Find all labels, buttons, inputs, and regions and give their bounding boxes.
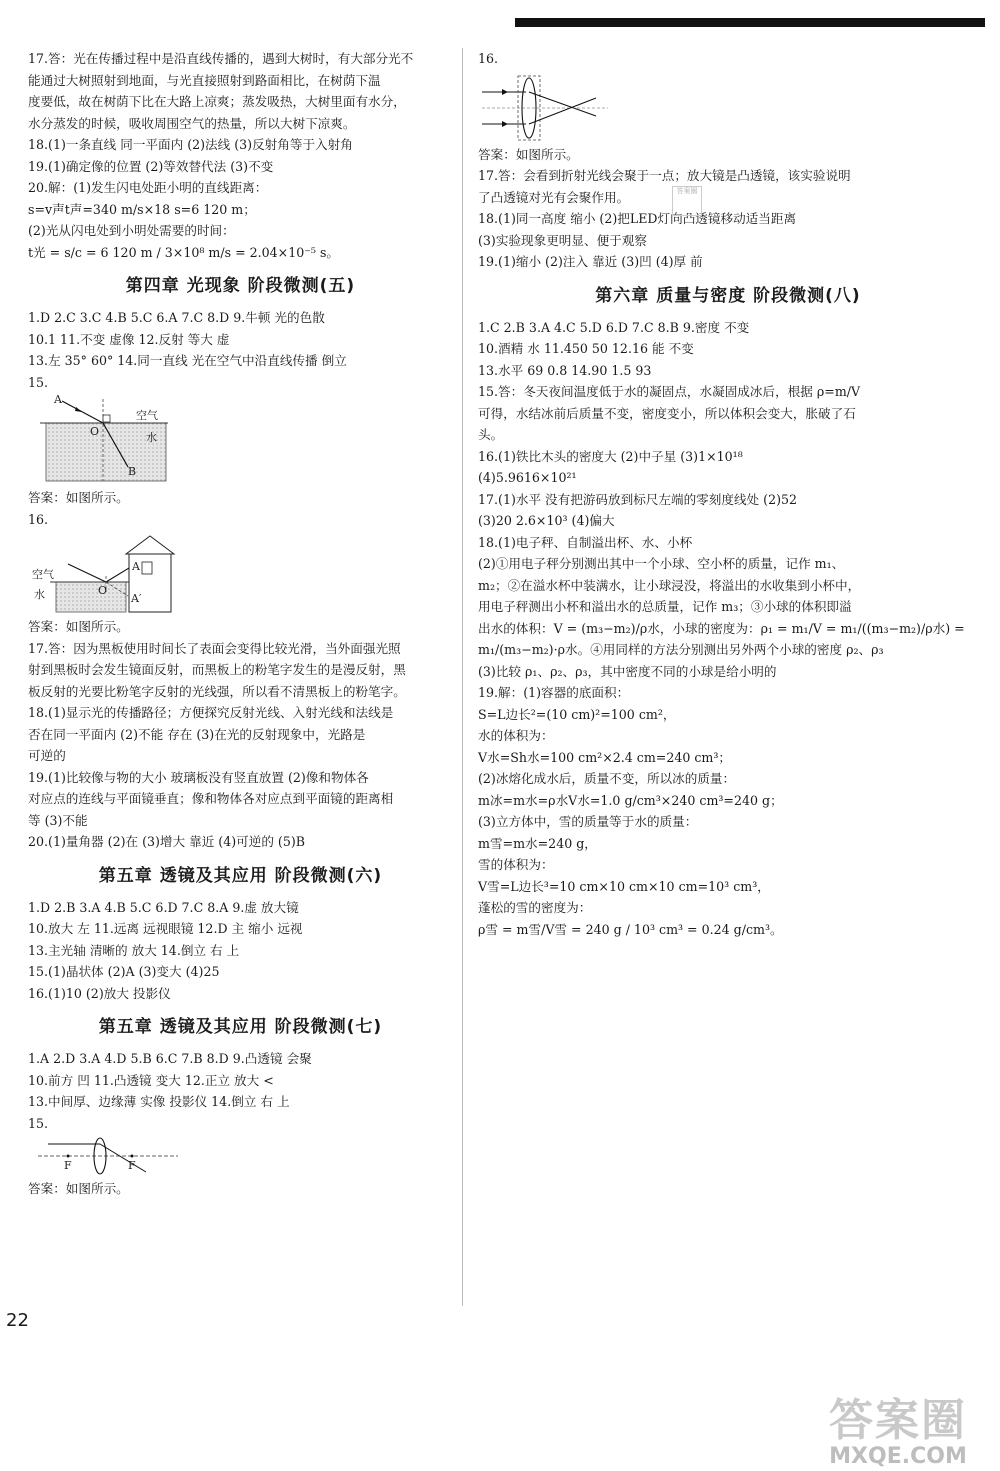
text-line: 20.解：(1)发生闪电处距小明的直线距离： bbox=[28, 180, 268, 195]
text-line: 17.答：因为黑板使用时间长了表面会变得比较光滑，当外面强光照 bbox=[28, 640, 401, 656]
text-line: 答案：如图所示。 bbox=[28, 619, 129, 634]
text-line: 16.(1)铁比木头的密度大 (2)中子星 (3)1×10¹⁸ bbox=[478, 448, 743, 464]
text-line: t光 = s/c = 6 120 m / 3×10⁸ m/s = 2.04×10⁻⁵ s。 bbox=[28, 244, 340, 260]
text-line: 可逆的 bbox=[28, 748, 66, 763]
fig15b-label-f1: F bbox=[64, 1159, 72, 1172]
text-line: 17.答：光在传播过程中是沿直线传播的，遇到大树时，有大部分光不 bbox=[28, 51, 414, 66]
figure-refraction bbox=[28, 395, 178, 485]
fig16-label-o: O bbox=[98, 584, 108, 597]
fig16-label-a: A bbox=[132, 560, 140, 573]
watermark-url: MXQE.COM bbox=[829, 1444, 967, 1469]
watermark bbox=[808, 1396, 988, 1468]
text-line: m₁/(m₃−m₂)·ρ水。④用同样的方法分别测出另外两个小球的密度 ρ₂、ρ₃ bbox=[478, 642, 884, 657]
text-line: 19.解：(1)容器的底面积： bbox=[478, 685, 630, 700]
text-line: 10.前方 凹 11.凸透镜 变大 12.正立 放大 < bbox=[28, 1072, 274, 1088]
text-line: 13.中间厚、边缘薄 实像 投影仪 14.倒立 右 上 bbox=[28, 1094, 290, 1109]
text-line: 10.酒精 水 11.450 50 12.16 能 不变 bbox=[478, 341, 694, 356]
text-line: 雪的体积为： bbox=[478, 857, 554, 872]
text-line: 15.(1)晶状体 (2)A (3)变大 (4)25 bbox=[28, 964, 220, 979]
figure-house-reflection bbox=[28, 532, 208, 614]
text-line: ρ雪 = m雪/V雪 = 240 g / 10³ cm³ = 0.24 g/cm³。 bbox=[478, 921, 783, 937]
text-line: 答案：如图所示。 bbox=[28, 490, 129, 505]
text-line: 13.左 35° 60° 14.同一直线 光在空气中沿直线传播 倒立 bbox=[28, 353, 347, 368]
left-block-b bbox=[28, 307, 453, 393]
fig15b-label-f2: F bbox=[128, 1159, 136, 1172]
chapter6-header: 第六章 质量与密度 阶段微测(八) bbox=[595, 285, 861, 306]
text-line: 用电子秤测出小杯和溢出水的总质量，记作 m₃；③小球的体积即溢 bbox=[478, 599, 852, 614]
text-line: 答案：如图所示。 bbox=[478, 146, 579, 162]
fig15-label-a: A bbox=[54, 395, 62, 406]
text-line: (2)光从闪电处到小明处需要的时间： bbox=[28, 223, 235, 238]
column-divider bbox=[462, 48, 463, 1306]
text-line: V水=Sh水=100 cm²×2.4 cm=240 cm³； bbox=[478, 749, 732, 765]
text-line: 蓬松的雪的密度为： bbox=[478, 900, 592, 915]
text-line: 16. bbox=[478, 51, 499, 66]
text-line: m₂；②在溢水杯中装满水，让小球浸没，将溢出的水收集到小杯中， bbox=[478, 577, 861, 593]
text-line: 射到黑板时会发生镜面反射，而黑板上的粉笔字发生的是漫反射，黑 bbox=[28, 662, 406, 677]
text-line: 15.答：冬天夜间温度低于水的凝固点，水凝固成冰后，根据 ρ=m/V bbox=[478, 384, 861, 399]
text-line: (2)①用电子秤分别测出其中一个小球、空小杯的质量，记作 m₁、 bbox=[478, 556, 845, 571]
left-block-c bbox=[28, 487, 453, 530]
fig15-label-air: 空气 bbox=[136, 409, 158, 422]
text-line: m雪=m水=240 g， bbox=[478, 835, 597, 851]
text-line: s=v声t声=340 m/s×18 s=6 120 m； bbox=[28, 201, 256, 217]
text-line: 18.(1)电子秤、自制溢出杯、水、小杯 bbox=[478, 534, 693, 550]
fig15-label-o: O bbox=[90, 425, 100, 438]
text-line: (3)立方体中，雪的质量等于水的质量： bbox=[478, 814, 698, 829]
text-line: 15. bbox=[28, 1115, 49, 1131]
left-block-e bbox=[28, 897, 453, 1005]
text-line: 10.放大 左 11.远离 远视眼镜 12.D 主 缩小 远视 bbox=[28, 921, 303, 936]
chapter5a-header: 第五章 透镜及其应用 阶段微测(六) bbox=[98, 865, 383, 886]
text-line: 17.答：会看到折射光线会聚于一点；放大镜是凸透镜，该实验说明 bbox=[478, 168, 851, 183]
text-line: 水的体积为： bbox=[478, 728, 554, 743]
text-line: 板反射的光要比粉笔字反射的光线强，所以看不清黑板上的粉笔字。 bbox=[28, 683, 406, 699]
text-line: 18.(1)显示光的传播路径；方便探究反射光线、入射光线和法线是 bbox=[28, 705, 394, 720]
text-line: (4)5.9616×10²¹ bbox=[478, 470, 577, 485]
text-line: 能通过大树照射到地面，与光直接照射到路面相比，在树荫下温 bbox=[28, 72, 381, 88]
text-line: V雪=L边长³=10 cm×10 cm×10 cm=10³ cm³， bbox=[478, 878, 770, 894]
text-line: 13.主光轴 清晰的 放大 14.倒立 右 上 bbox=[28, 942, 240, 958]
watermark-logo: 答案圈 bbox=[829, 1395, 967, 1446]
text-line: 10.1 11.不变 虚像 12.反射 等大 虚 bbox=[28, 331, 230, 347]
right-block-b bbox=[478, 144, 978, 273]
text-line: 16.(1)10 (2)放大 投影仪 bbox=[28, 985, 171, 1001]
text-line: 13.水平 69 0.8 14.90 1.5 93 bbox=[478, 362, 652, 378]
figure-convex-lens bbox=[28, 1136, 188, 1176]
text-line: m冰=m水=ρ水V水=1.0 g/cm³×240 cm³=240 g； bbox=[478, 792, 783, 808]
left-block-f bbox=[28, 1048, 453, 1134]
text-line: 19.(1)缩小 (2)注入 靠近 (3)凹 (4)厚 前 bbox=[478, 254, 703, 269]
fig16-label-a2: A′ bbox=[131, 592, 142, 605]
left-block-g bbox=[28, 1178, 453, 1200]
text-line: 19.(1)比较像与物的大小 玻璃板没有竖直放置 (2)像和物体各 bbox=[28, 769, 369, 785]
left-block-d bbox=[28, 616, 453, 853]
text-line: 1.A 2.D 3.A 4.D 5.B 6.C 7.B 8.D 9.凸透镜 会聚 bbox=[28, 1051, 312, 1066]
text-line: (3)实验现象更明显、便于观察 bbox=[478, 232, 647, 248]
text-line: 18.(1)同一高度 缩小 (2)把LED灯向凸透镜移动适当距离 bbox=[478, 211, 797, 226]
text-line: 18.(1)一条直线 同一平面内 (2)法线 (3)反射角等于入射角 bbox=[28, 137, 353, 152]
text-line: 20.(1)量角器 (2)在 (3)增大 靠近 (4)可逆的 (5)B bbox=[28, 834, 306, 849]
fig15-label-water: 水 bbox=[146, 431, 157, 444]
text-line: 出水的体积：V = (m₃−m₂)/ρ水，小球的密度为：ρ₁ = m₁/V = m₁/((m₃−m₂)/ρ水) = bbox=[478, 620, 965, 636]
text-line: (2)冰熔化成水后，质量不变，所以冰的质量： bbox=[478, 771, 736, 786]
text-line: 1.D 2.C 3.C 4.B 5.C 6.A 7.C 8.D 9.牛顿 光的色散 bbox=[28, 310, 325, 325]
text-line: 1.C 2.B 3.A 4.C 5.D 6.D 7.C 8.B 9.密度 不变 bbox=[478, 319, 750, 335]
fig16-label-water: 水 bbox=[34, 588, 45, 601]
text-line: 16. bbox=[28, 511, 49, 527]
text-line: 答案：如图所示。 bbox=[28, 1181, 129, 1196]
chapter5b-header: 第五章 透镜及其应用 阶段微测(七) bbox=[98, 1017, 383, 1037]
page-number: 22 bbox=[6, 1310, 29, 1331]
text-line: S=L边长²=(10 cm)²=100 cm²， bbox=[478, 706, 676, 722]
text-line: (3)比较 ρ₁、ρ₂、ρ₃，其中密度不同的小球是给小明的 bbox=[478, 663, 777, 679]
header-bar bbox=[515, 18, 985, 27]
chapter4-header: 第四章 光现象 阶段微测(五) bbox=[125, 276, 356, 296]
text-line: 否在同一平面内 (2)不能 存在 (3)在光的反射现象中，光路是 bbox=[28, 726, 366, 742]
text-line: 17.(1)水平 没有把游码放到标尺左端的零刻度线处 (2)52 bbox=[478, 491, 798, 507]
fig15-label-b: B bbox=[128, 465, 137, 478]
text-line: 等 (3)不能 bbox=[28, 812, 88, 828]
text-line: 可得，水结冰前后质量不变，密度变小，所以体积会变大，胀破了石 bbox=[478, 405, 856, 421]
right-block-a bbox=[478, 48, 978, 70]
text-line: (3)20 2.6×10³ (4)偏大 bbox=[478, 513, 615, 528]
figure-lens-converging bbox=[478, 72, 618, 142]
text-line: 了凸透镜对光有会聚作用。 bbox=[478, 189, 630, 205]
right-block-c bbox=[478, 317, 978, 941]
text-line: 1.D 2.B 3.A 4.B 5.C 6.D 7.C 8.A 9.虚 放大镜 bbox=[28, 899, 299, 915]
text-line: 水分蒸发的时候，吸收周围空气的热量，所以大树下凉爽。 bbox=[28, 115, 356, 131]
text-line: 度要低，故在树荫下比在大路上凉爽；蒸发吸热，大树里面有水分， bbox=[28, 94, 406, 109]
fig16-label-air: 空气 bbox=[32, 568, 54, 581]
stamp-mark: 答案圈 bbox=[672, 186, 702, 216]
left-block-a bbox=[28, 48, 453, 263]
right-column bbox=[478, 48, 978, 940]
text-line: 19.(1)确定像的位置 (2)等效替代法 (3)不变 bbox=[28, 158, 274, 174]
text-line: 15. bbox=[28, 374, 49, 390]
text-line: 头。 bbox=[478, 427, 504, 442]
left-column bbox=[28, 48, 453, 1200]
text-line: 对应点的连线与平面镜垂直；像和物体各对应点到平面镜的距离相 bbox=[28, 791, 394, 806]
